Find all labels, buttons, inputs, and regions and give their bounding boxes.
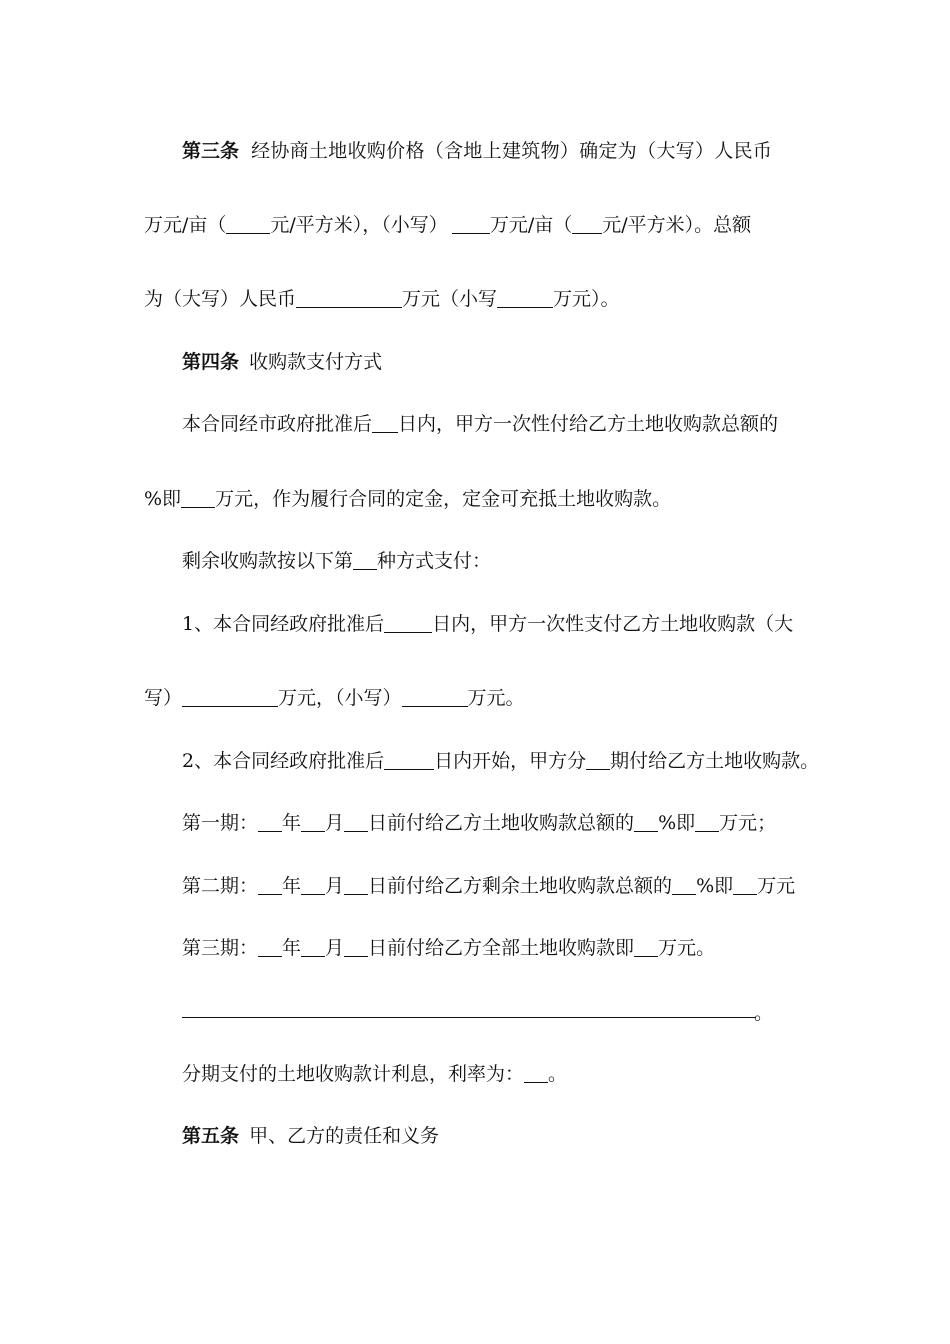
phase2-line: [182, 874, 795, 898]
article3-line1: [182, 139, 772, 163]
phase2-text-d: %即: [696, 875, 734, 897]
blank-phase3-year[interactable]: [258, 938, 282, 957]
article3-text-3b: 万元（小写: [402, 288, 498, 310]
article4-p1: [182, 412, 778, 436]
article4-p2: [144, 487, 671, 511]
article4-p2-a: %即: [144, 488, 182, 510]
article4-option1-line1: [182, 612, 793, 636]
article5-title: 甲、乙方的责任和义务: [249, 1125, 440, 1147]
phase3-label: 第三期：: [182, 937, 259, 959]
article3-text-3a: 为（大写）人民币: [144, 288, 297, 310]
phase2-text-c: 日前付给乙方剩余土地收购款总额的: [368, 875, 673, 897]
option2-number: 2: [182, 750, 195, 772]
phase1-line: [182, 811, 776, 835]
blank-phase3-day[interactable]: [344, 938, 368, 957]
option2-text-a: 、本合同经政府批准后: [194, 750, 385, 772]
option2-text-b: 日内开始，甲方分: [434, 750, 587, 772]
phase2-text-a: 年: [282, 875, 302, 897]
blank-phase2-percent[interactable]: [672, 876, 696, 895]
phase3-text-a: 年: [282, 937, 302, 959]
blank-option1-days[interactable]: [384, 614, 432, 633]
phase2-label: 第二期：: [182, 875, 259, 897]
article4-remaining-a: 剩余收购款按以下第: [182, 550, 354, 572]
article3-text-3c: 万元）。: [553, 288, 620, 310]
option2-text-c: 期付给乙方土地收购款。: [610, 750, 820, 772]
option1-text-e: 万元。: [467, 687, 525, 709]
phase2-text-e: 万元: [757, 875, 796, 897]
phase1-text-c: 日前付给乙方土地收购款总额的: [368, 812, 635, 834]
article3-text-1: 经协商土地收购价格（含地上建筑物）确定为（大写）人民币: [251, 140, 773, 162]
blank-phase1-year[interactable]: [258, 813, 282, 832]
blank-option2-days[interactable]: [384, 751, 434, 770]
blank-option2-periods[interactable]: [586, 751, 610, 770]
blank-phase1-day[interactable]: [344, 813, 368, 832]
phase3-text-c: 日前付给乙方全部土地收购款即: [368, 937, 635, 959]
article3-text-2a: 万元/亩（: [144, 214, 227, 236]
phase1-label: 第一期：: [182, 812, 259, 834]
blank-phase3-amount[interactable]: [634, 938, 658, 957]
article3-line3: [144, 287, 620, 311]
blank-option1-upper[interactable]: [182, 688, 278, 707]
blank-phase1-amount[interactable]: [695, 813, 719, 832]
article4-remaining: [182, 549, 491, 573]
blank-yuan-per-sqm-1[interactable]: [226, 215, 270, 234]
option1-text-a: 、本合同经政府批准后: [194, 613, 385, 635]
article5-heading: 第五条: [182, 1125, 240, 1147]
blank-phase2-year[interactable]: [258, 876, 282, 895]
interest-line: [182, 1062, 567, 1086]
blank-interest-rate[interactable]: [524, 1064, 548, 1083]
phase2-text-b: 月: [325, 875, 345, 897]
phase3-line: [182, 936, 715, 960]
article4-p2-b: 万元，作为履行合同的定金，定金可充抵土地收购款。: [215, 488, 672, 510]
article4-option2: [182, 749, 819, 773]
rule-end-mark: 。: [754, 1002, 774, 1024]
article3-heading: 第三条: [182, 140, 240, 162]
blank-method-number[interactable]: [353, 551, 377, 570]
blank-total-upper[interactable]: [296, 289, 402, 308]
article3-text-2d: 元/平方米）。总额: [602, 214, 752, 236]
blank-phase2-amount[interactable]: [733, 876, 757, 895]
option1-text-b: 日内，甲方一次性支付乙方土地收购款（大: [432, 613, 794, 635]
phase1-text-b: 月: [325, 812, 345, 834]
phase1-text-e: 万元；: [719, 812, 777, 834]
blank-wan-per-mu-small[interactable]: [452, 215, 490, 234]
blank-phase1-month[interactable]: [301, 813, 325, 832]
interest-text-b: 。: [548, 1063, 568, 1085]
article3-text-2b: 元/平方米），（小写）: [270, 214, 448, 236]
option1-text-d: 万元，（小写）: [278, 687, 402, 709]
interest-text-a: 分期支付的土地收购款计利息，利率为：: [182, 1063, 525, 1085]
option1-text-c: 写）: [144, 687, 183, 709]
blank-phase1-percent[interactable]: [634, 813, 658, 832]
article3-text-2c: 万元/亩（: [489, 214, 573, 236]
option1-number: 1: [182, 613, 195, 635]
blank-days-deposit[interactable]: [372, 414, 398, 433]
phase3-text-d: 万元。: [658, 937, 716, 959]
article4-heading-line: [182, 350, 382, 374]
phase1-text-d: %即: [658, 812, 696, 834]
article4-option1-line2: [144, 686, 525, 710]
article4-remaining-b: 种方式支付：: [377, 550, 492, 572]
article4-p1-b: 日内，甲方一次性付给乙方土地收购款总额的: [398, 413, 779, 435]
article4-p1-a: 本合同经市政府批准后: [182, 413, 373, 435]
blank-other-terms-line[interactable]: [182, 1017, 756, 1018]
blank-yuan-per-sqm-2[interactable]: [572, 215, 602, 234]
blank-total-lower[interactable]: [497, 289, 553, 308]
phase3-text-b: 月: [325, 937, 345, 959]
article4-title: 收购款支付方式: [249, 351, 383, 373]
article4-heading: 第四条: [182, 351, 240, 373]
article5-heading-line: [182, 1124, 439, 1148]
blank-phase2-month[interactable]: [301, 876, 325, 895]
blank-phase2-day[interactable]: [344, 876, 368, 895]
blank-option1-lower[interactable]: [402, 688, 468, 707]
article3-line2: [144, 213, 751, 237]
blank-deposit-amount[interactable]: [181, 489, 215, 508]
phase1-text-a: 年: [282, 812, 302, 834]
blank-phase3-month[interactable]: [301, 938, 325, 957]
